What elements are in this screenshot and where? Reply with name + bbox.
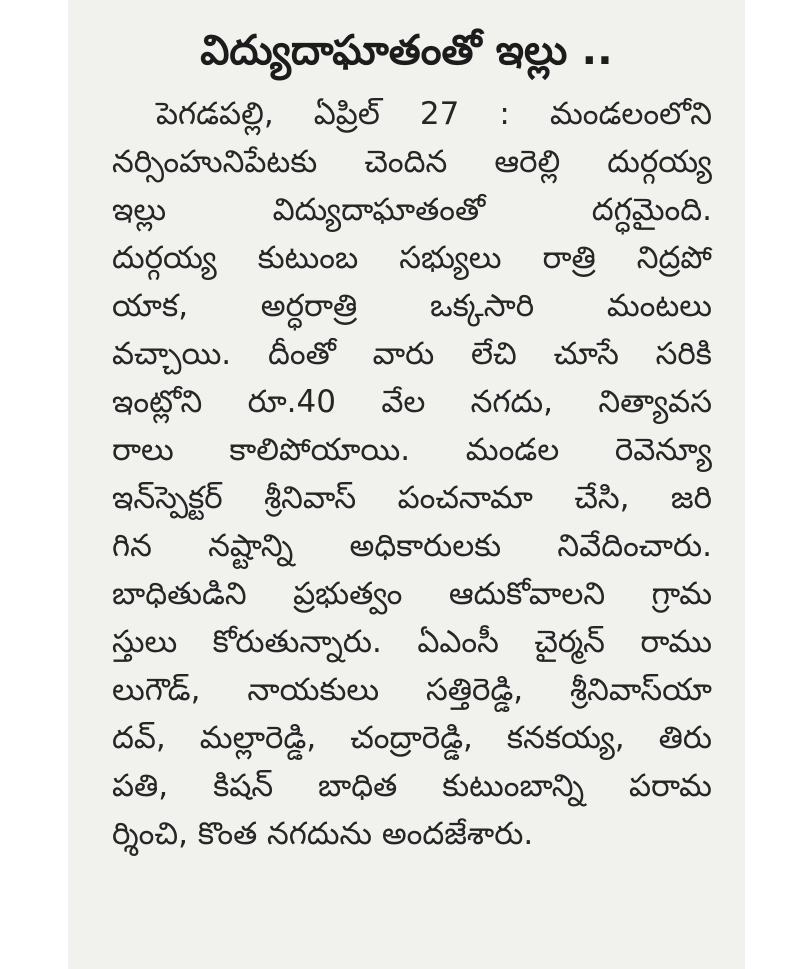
- right-page-margin: [745, 0, 800, 969]
- newspaper-clipping: [68, 0, 745, 969]
- article-body: [112, 90, 712, 858]
- article-line: నర్సింహునిపేటకు చెందిన ఆరెల్లి దుర్గయ్య: [112, 144, 712, 180]
- article-line: ఇల్లు విద్యుదాఘాతంతో దగ్ధమైంది.: [112, 192, 712, 228]
- article-line: రాలు కాలిపోయాయి. మండల రెవెన్యూ: [112, 432, 712, 468]
- article-line: దవ్, మల్లారెడ్డి, చంద్రారెడ్డి, కనకయ్య, తిరు: [112, 720, 712, 756]
- article-line: బాధితుడిని ప్రభుత్వం ఆదుకోవాలని గ్రామ: [112, 576, 712, 612]
- article-line: లుగౌడ్, నాయకులు సత్తిరెడ్డి, శ్రీనివాస్‌యా: [112, 672, 712, 708]
- article-line: ఇంట్లోని రూ.40 వేల నగదు, నిత్యావస: [112, 384, 712, 420]
- article-line: పతి, కిషన్ బాధిత కుటుంబాన్ని పరామ: [112, 768, 712, 804]
- article-line: వచ్చాయి. దీంతో వారు లేచి చూసే సరికి: [112, 336, 712, 372]
- article-line: గిన నష్టాన్ని అధికారులకు నివేదించారు.: [112, 528, 712, 564]
- left-page-margin: [0, 0, 68, 969]
- article-line: ఇన్‌స్పెక్టర్ శ్రీనివాస్ పంచనామా చేసి, జరి: [112, 480, 712, 516]
- article-line: ర్శించి, కొంత నగదును అందజేశారు.: [112, 816, 534, 852]
- article-line: పెగడపల్లి, ఏప్రిల్ 27 : మండలంలోని: [156, 96, 712, 132]
- article-line: స్తులు కోరుతున్నారు. ఏఎంసీ చైర్మన్ రాము: [112, 624, 712, 660]
- article-headline: విద్యుదాఘాతంతో ఇల్లు ..: [200, 26, 613, 74]
- article-line: దుర్గయ్య కుటుంబ సభ్యులు రాత్రి నిద్రపో: [112, 240, 712, 276]
- article-line: యాక, అర్ధరాత్రి ఒక్కసారి మంటలు: [112, 288, 712, 324]
